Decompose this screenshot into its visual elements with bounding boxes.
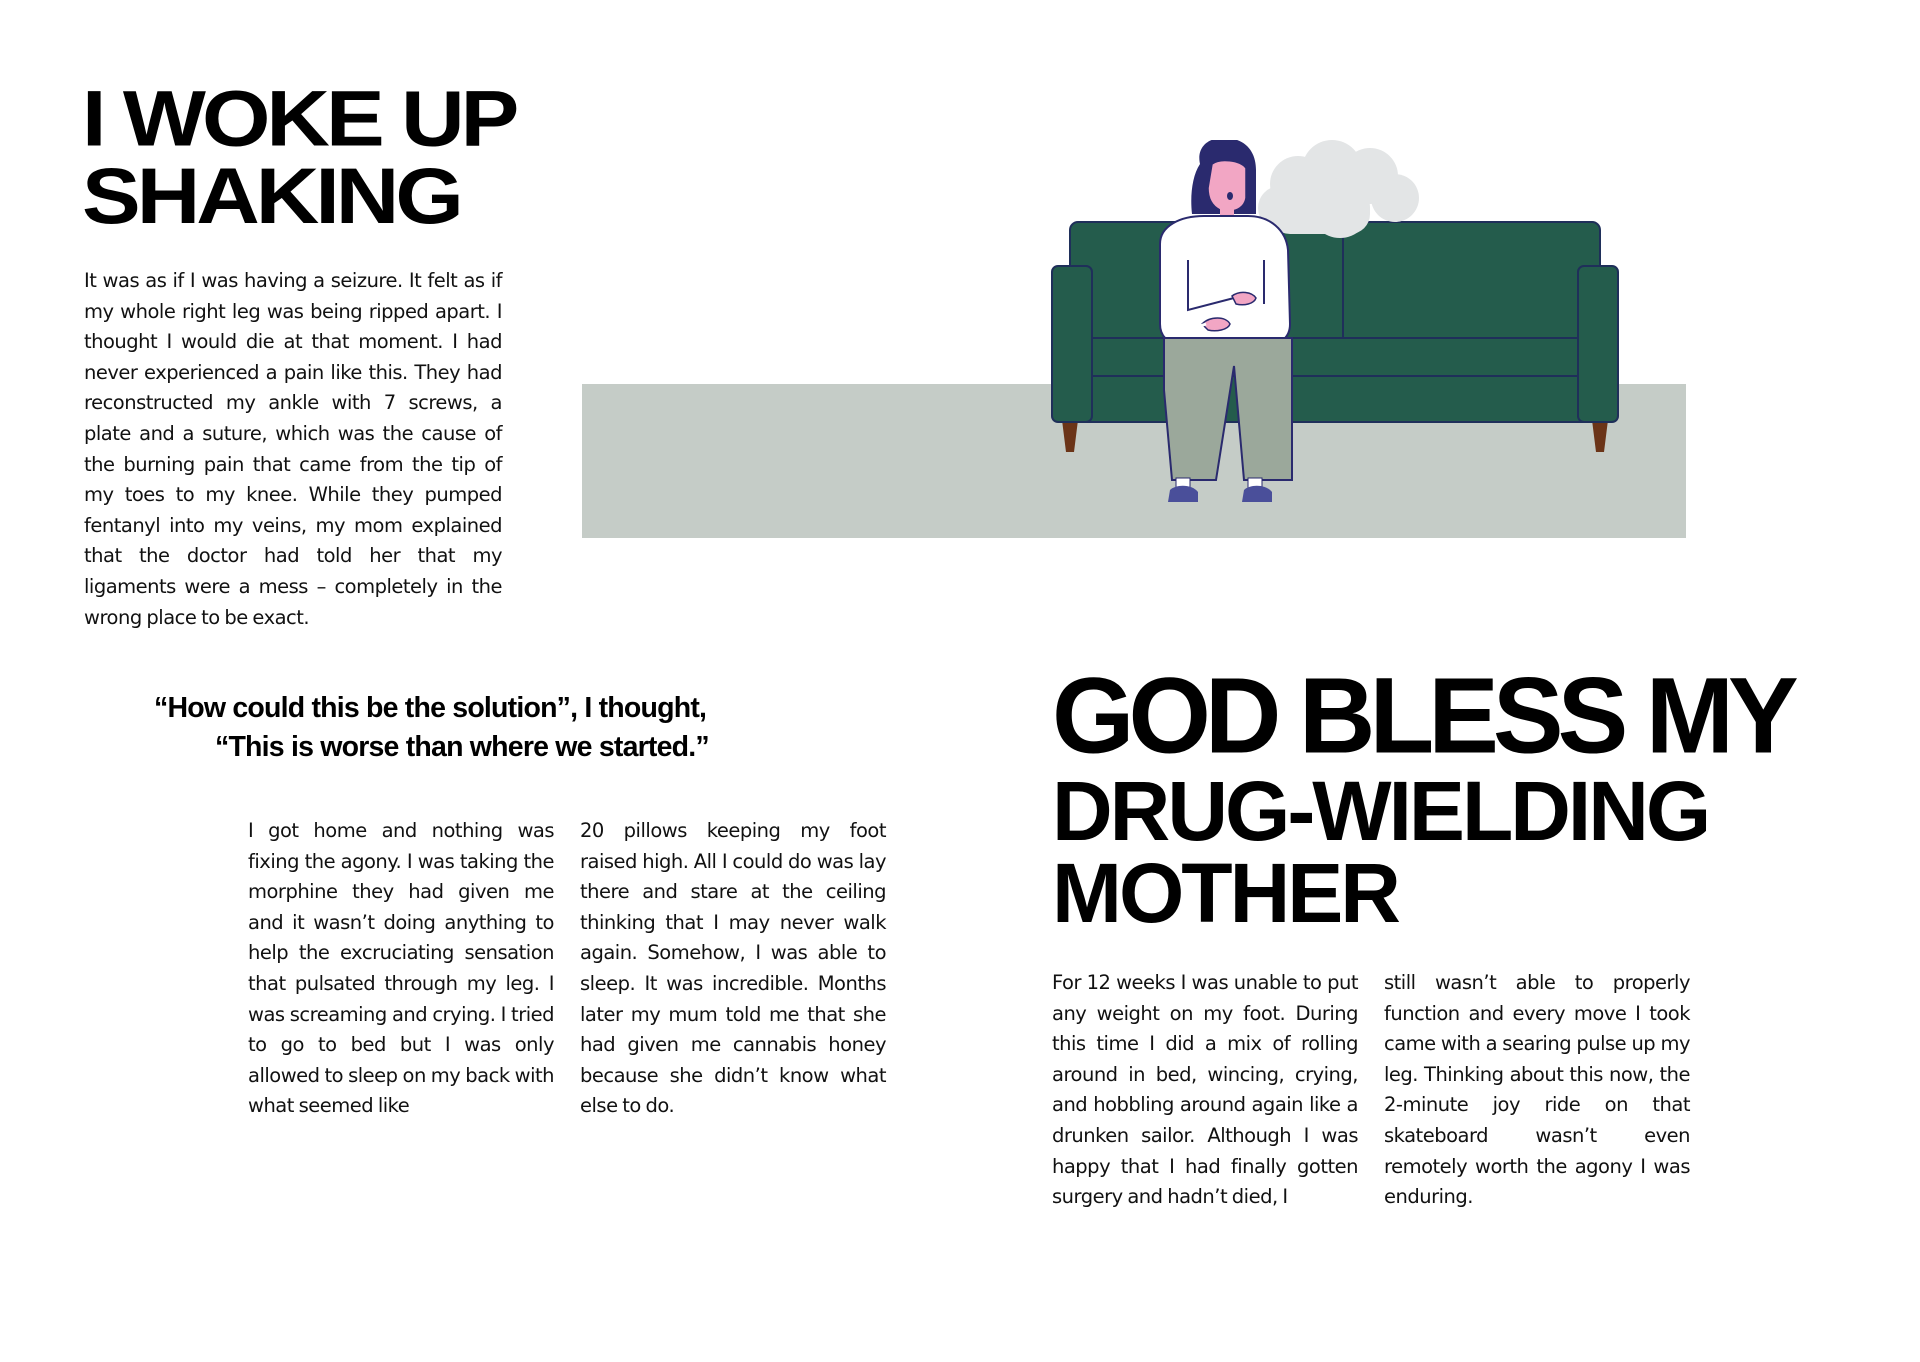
headline1-line2: SHAKING xyxy=(82,151,460,241)
sofa-seat xyxy=(1086,338,1584,422)
story1-column1: I got home and nothing was fixing the agony. I was taking the morphine they had given me and it wasn’t doing anything to help the excruciating sensation that pulsated through my leg. I was screaming and crying. I tried to go to bed but I was only allowed to sleep on my back with what seemed like xyxy=(248,819,554,1118)
headline2-drug-wielding-mother xyxy=(1052,764,1709,941)
story1-column2: 20 pillows keeping my foot raised high. All I could do was lay there and stare at the ceiling thinking that I may never walk again. Somehow, I was able to sleep. It was incredible. Months later my mum told me that she had given me cannabis honey because she didn’t know what else to do. xyxy=(580,819,886,1118)
headline2-line2: DRUG-WIELDING xyxy=(1052,764,1709,858)
story2-column1: For 12 weeks I was unable to put any weight on my foot. During this time I did a mix of rolling around in bed, wincing, crying, and hobbling around again like a drunken sailor. Although I was happy that I had finally gotten surgery and hadn’t died, I xyxy=(1052,971,1358,1209)
pull-quote-line2: “This is worse than where we started.” xyxy=(215,731,709,763)
sofa-arm-left xyxy=(1052,266,1092,422)
illustration xyxy=(580,140,1686,540)
sofa-arm-right xyxy=(1578,266,1618,422)
story2-column2: still wasn’t able to properly function and every move I took came with a searing pulse up my leg. Thinking about this now, the 2-minute joy ride on that skateboard wasn’t even remotely worth the agony I was enduring. xyxy=(1384,971,1690,1209)
woman-on-sofa-smoking-illustration xyxy=(580,140,1686,540)
pull-quote-line1: “How could this be the solution”, I thought, xyxy=(154,692,707,724)
intro-paragraph: It was as if I was having a seizure. It felt as if my whole right leg was being ripped apart. I thought I would die at that moment. I had never experienced a pain like this. They had reconstructed my ankle with 7 screws, a plate and a suture, which was the cause of the burning pain that came from the tip of my toes to my knee. While they pumped fentanyl into my veins, my mom explained that the doctor had told her that my ligaments were a mess – completely in the wrong place to be exact. xyxy=(84,269,502,629)
headline-woke-up-shaking xyxy=(82,73,516,241)
headline1-line1: I WOKE UP xyxy=(82,73,516,163)
headline2-line1: GOD BLESS MY xyxy=(1052,655,1793,777)
sofa-back xyxy=(1070,222,1600,342)
headline2-line3: MOTHER xyxy=(1052,846,1398,941)
